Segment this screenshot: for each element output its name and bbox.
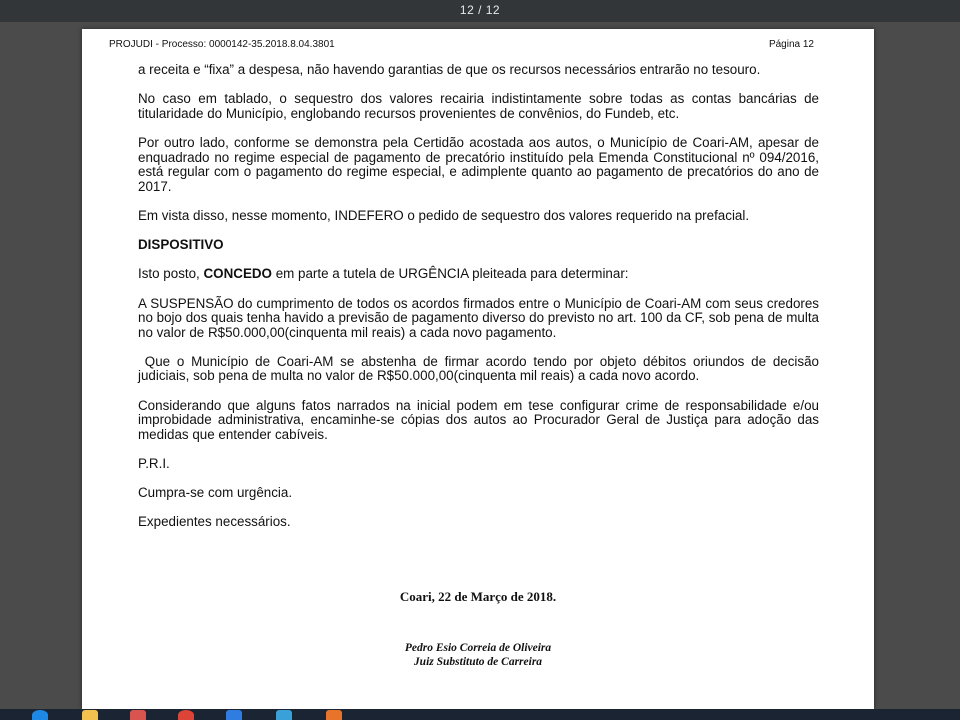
paragraph: No caso em tablado, o sequestro dos valores recairia indistintamente sobre todas as contas bancárias de titularidade do Município, englobando recursos provenientes de convênios, do Fundeb, etc. — [138, 91, 819, 121]
signature-block — [82, 642, 874, 669]
paragraph: A SUSPENSÃO do cumprimento de todos os acordos firmados entre o Município de Coari-AM com seus credores no bojo dos quais tenha havido a previsão de pagamento diverso do previsto no art. 100 da CF, sob pena de multa no valor de R$50.000,00(cinquenta mil reais) a cada novo pagamento. — [138, 295, 819, 340]
section-heading: DISPOSITIVO — [138, 237, 224, 253]
paragraph — [138, 267, 819, 282]
paragraph: Que o Município de Coari-AM se abstenha de firmar acordo tendo por objeto débitos oriundos de decisão judiciais, sob pena de multa no valor de R$50.000,00(cinquenta mil reais) a cada novo acordo. — [138, 353, 823, 384]
paragraph: Cumpra-se com urgência. — [138, 485, 293, 501]
text-span: em parte a tutela de URGÊNCIA pleiteada para determinar: — [271, 266, 629, 282]
paragraph: P.R.I. — [138, 456, 170, 472]
paragraph: Por outro lado, conforme se demonstra pela Certidão acostada aos autos, o Município de Coari-AM, apesar de enquadrado no regime especial de pagamento de precatório instituído pela Emenda Constitucional nº 094/2016, está regular com o pagamento do regime especial, e adimplente quanto ao pagamento de precatórios do ano de 2017. — [138, 134, 819, 194]
judge-name: Pedro Esio Correia de Oliveira — [404, 642, 552, 654]
page-number: Página 12 — [768, 39, 814, 50]
document-body — [138, 62, 823, 545]
viewer-toolbar — [0, 0, 960, 22]
paragraph: a receita e “fixa” a despesa, não havendo garantias de que os recursos necessários entrarão no tesouro. — [138, 62, 761, 77]
app-icon[interactable] — [326, 710, 342, 720]
folder-icon[interactable] — [82, 710, 98, 720]
app-icon[interactable] — [226, 710, 242, 720]
judge-title: Juiz Substituto de Carreira — [413, 655, 543, 668]
app-icon[interactable] — [276, 710, 292, 720]
paragraph: Expedientes necessários. — [138, 514, 291, 530]
signature-date: Coari, 22 de Março de 2018. — [399, 589, 557, 604]
document-page — [82, 29, 874, 709]
paragraph: Em vista disso, nesse momento, INDEFERO o pedido de sequestro dos valores requerido na prefacial. — [138, 207, 750, 223]
browser-icon[interactable] — [32, 710, 48, 720]
process-header: PROJUDI - Processo: 0000142-35.2018.8.04.3801 — [109, 39, 335, 50]
page-indicator: 12 / 12 — [459, 3, 501, 17]
text-span: Isto posto, — [138, 266, 204, 282]
app-icon[interactable] — [130, 710, 146, 720]
chrome-icon[interactable] — [178, 710, 194, 720]
bold-text: CONCEDO — [203, 266, 272, 282]
taskbar — [0, 709, 960, 720]
paragraph: Considerando que alguns fatos narrados na inicial podem em tese configurar crime de responsabilidade e/ou improbidade administrativa, encaminhe-se cópias dos autos ao Procurador Geral de Justiça para adoção das medidas que entender cabíveis. — [138, 397, 819, 442]
